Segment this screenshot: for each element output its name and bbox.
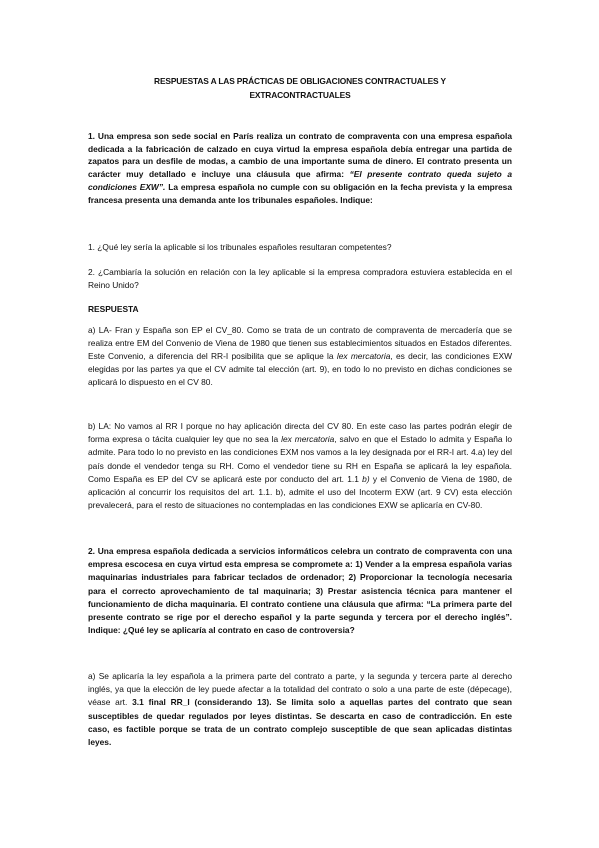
answer-a-text-1: a) LA- Fran y España son EP el CV_80. Como se trata de un contrato de compraventa de mercadería que se realiza entre EM del Convenio de Viena de 1980 que tienen sus establecimientos situados en Estados diferentes. Este Convenio, a diferencia del RR-I posibilita que se aplique la: [88, 325, 512, 361]
question-2-number-1: 1): [355, 559, 363, 570]
question-2-text-4: Prestar asistencia técnica para mantener el funcionamiento de dicha maquinaria. El contrato contiene una cláusula que afirma: “La primera parte del presente contrato se rige por el derecho español y la parte segunda y tercera por el derecho inglés”. Indique: ¿Qué ley se aplicaría al contrato en caso de controversia?: [88, 585, 513, 636]
answer-q2-ref-1: 3.1: [132, 697, 144, 708]
answer-a-lex-mercatoria: lex mercatoria: [336, 351, 391, 361]
answer-b-text-1: b) LA: No vamos al RR I porque no hay aplicación directa del CV 80. En este caso las partes podrán elegir de forma expresa o tácita cualquier ley que no sea la: [88, 421, 512, 445]
answer-a: [88, 324, 512, 389]
answer-q2-text-2: final RR_I (considerando: [148, 697, 253, 708]
question-1: [88, 130, 512, 206]
answer-b-letter: b): [362, 473, 370, 484]
respuesta-heading: RESPUESTA: [88, 304, 139, 314]
title-line-2: EXTRACONTRACTUALES: [249, 90, 351, 100]
question-1-quote: “El presente contrato queda sujeto a condiciones EXW”.: [88, 169, 513, 192]
question-2-text-2: Vender a la empresa española varias maquinarias industriales para fabricar teclados de ordenador;: [88, 559, 512, 583]
question-1-text: 1. Una empresa son sede social en París realiza un contrato de compraventa con una empresa española dedicada a la fabricación de calzado en cuya virtud la empresa española debía entregar una partida de zapatos para un desfile de modas, a cambio de una importante suma de dinero. El contrato presenta un carácter muy detallado e incluye una cláusula que afirma:: [88, 131, 512, 180]
answer-a-text-2: , es decir, las condiciones EXW elegidas por las partes ya que el CV admite tal elección (art. 9), en todo lo no previsto en dichas condiciones se aplicará lo dispuesto en el CV 80.: [88, 351, 512, 387]
answer-b-lex-mercatoria: lex mercatoria: [281, 434, 335, 445]
answer-q2-ref-2: 13: [257, 697, 267, 708]
answer-b-text-3: y el Convenio de Viena de 1980, de aplicación al concurrir los requisitos del art. 1.1. b), admite el uso del Incoterm EXW (art. 9 CV) esta elección prevalecerá, para el resto de situaciones no contempladas en las condiciones EXW se aplicaría en CV-80.: [88, 473, 512, 511]
answer-q2-text-1: a) Se aplicaría la ley española a la primera parte del contrato a parte, y la segunda y tercera parte al derecho inglés, ya que la elección de ley puede afectar a la totalidad del contrato o solo a una parte de este (dépecage), véase art.: [88, 671, 512, 708]
question-2: [88, 545, 512, 637]
answer-q2: [88, 670, 512, 749]
question-1-text-2: La empresa española no cumple con su obligación en la fecha prevista y la empresa francesa presenta una demanda ante los tribunales españoles. Indique:: [88, 181, 512, 205]
answer-b: [88, 420, 512, 512]
question-2-number-3: 3): [315, 585, 324, 596]
question-1-sub-2: 2. ¿Cambiaría la solución en relación con la ley aplicable si la empresa compradora estuviera establecida en el Reino Unido?: [88, 267, 512, 290]
page-title: [120, 74, 480, 102]
question-1-sub-1: 1. ¿Qué ley sería la aplicable si los tribunales españoles resultaran competentes?: [88, 242, 392, 252]
answer-q2-text-3: ). Se limita solo a aquellas partes del contrato que sean susceptibles de quedar regulados por leyes distintas. Se descarta en caso de contradicción. En este caso, es factible porque se trata de un contrato complejo susceptible de que sean aplicadas distintas leyes.: [88, 697, 513, 748]
answer-b-text-2: , salvo en que el Estado lo admita y España lo admite. Para todo lo no previsto en las condiciones EXM nos vamos a la ley designada por el RR-I art. 4.a) ley del país donde el vendedor tenga su RH. Como el vendedor tiene su RH en España se aplicará la ley española. Como España es EP del CV se aplicará este por conducto del art. 1.1: [88, 434, 513, 484]
title-line-1: RESPUESTAS A LAS PRÁCTICAS DE OBLIGACIONES CONTRACTUALES Y: [154, 76, 446, 86]
question-2-number-2: 2): [348, 572, 356, 583]
question-2-text-1: 2. Una empresa española dedicada a servicios informáticos celebra un contrato de compraventa con una empresa escocesa en cuya virtud esta empresa se compromete a:: [88, 546, 512, 570]
question-2-text-3: Proporcionar la tecnología necesaria para el correcto aprovechamiento de tal maquinaria;: [88, 572, 513, 596]
